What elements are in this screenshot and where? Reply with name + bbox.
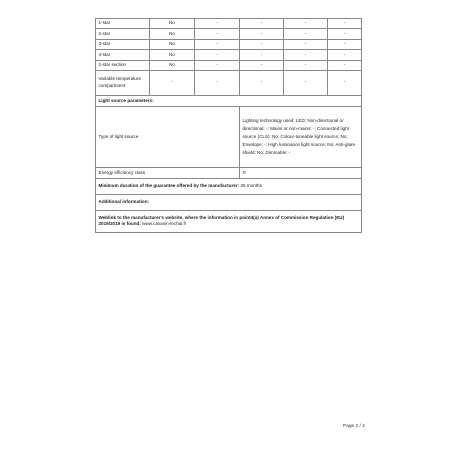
compartment-value: - <box>284 50 328 60</box>
page-number: Page 2 / 2 <box>343 424 365 429</box>
compartment-value: - <box>328 50 362 60</box>
additional-info-row <box>96 194 362 210</box>
compartment-value: - <box>328 19 362 29</box>
energy-efficiency-value: G <box>240 167 362 179</box>
compartment-value: - <box>240 29 284 39</box>
compartment-value: - <box>284 60 328 70</box>
compartment-value: - <box>240 60 284 70</box>
compartment-value: - <box>240 39 284 49</box>
compartment-value: - <box>195 29 240 39</box>
weblink-label: Weblink to the manufacturer's website, where the information in point4(a) Annex of Commission Regulation (EU) 2019/2019 is found: <box>98 214 345 227</box>
light-source-header-row <box>96 95 362 107</box>
guarantee-value: 36 months <box>240 183 262 189</box>
compartment-value: - <box>284 19 328 29</box>
compartment-value: - <box>195 60 240 70</box>
energy-efficiency-row <box>96 167 362 179</box>
guarantee-label: Minimum duration of the guarantee offered by the manufacturer: <box>98 183 240 189</box>
compartment-value: - <box>195 50 240 60</box>
compartment-row <box>96 19 362 29</box>
compartment-value: - <box>328 70 362 95</box>
compartment-name: 1-star <box>96 19 150 29</box>
compartment-value: - <box>284 29 328 39</box>
compartment-value: - <box>328 60 362 70</box>
compartment-value: - <box>284 39 328 49</box>
guarantee-cell <box>96 179 362 195</box>
compartment-name: Variable temperature compartment <box>96 70 150 95</box>
compartment-name: 2-star section <box>96 60 150 70</box>
compartment-row <box>96 70 362 95</box>
compartment-value: - <box>195 19 240 29</box>
compartment-name: 4-star <box>96 50 150 60</box>
compartment-value: - <box>240 19 284 29</box>
compartment-name: 3-star <box>96 39 150 49</box>
light-source-type-label: Type of light source <box>96 107 240 168</box>
compartment-value: - <box>240 50 284 60</box>
compartment-value: - <box>150 70 195 95</box>
compartment-value: No <box>150 50 195 60</box>
compartment-value: - <box>195 39 240 49</box>
additional-info-title: Additional information: <box>96 194 362 210</box>
weblink-value[interactable]: www.cavavin-lechai.fr <box>142 221 187 227</box>
weblink-row <box>96 210 362 233</box>
compartment-value: No <box>150 60 195 70</box>
energy-efficiency-label: Energy efficiency class <box>96 167 240 179</box>
light-source-type-value: Lighting technology used: LED; Non-directional or directional: -; Mains or non-mains: -; Connected light source (CLS): No; Colour-tuneable light source: No; Envelope: -; High luminance light source: No; Anti-glare shield: No; Dimmable: - <box>240 107 362 168</box>
product-information-table <box>95 18 362 233</box>
compartment-value: - <box>328 39 362 49</box>
compartment-row <box>96 50 362 60</box>
compartment-value: No <box>150 19 195 29</box>
compartment-value: - <box>328 29 362 39</box>
compartment-value: No <box>150 39 195 49</box>
light-source-section-title: Light source parameters: <box>96 95 362 107</box>
compartment-name: 2-star <box>96 29 150 39</box>
compartment-row <box>96 29 362 39</box>
compartment-row <box>96 60 362 70</box>
compartment-row <box>96 39 362 49</box>
light-source-type-row <box>96 107 362 168</box>
weblink-cell <box>96 210 362 233</box>
compartment-value: - <box>195 70 240 95</box>
guarantee-row <box>96 179 362 195</box>
compartment-value: No <box>150 29 195 39</box>
compartment-value: - <box>240 70 284 95</box>
compartment-value: - <box>284 70 328 95</box>
